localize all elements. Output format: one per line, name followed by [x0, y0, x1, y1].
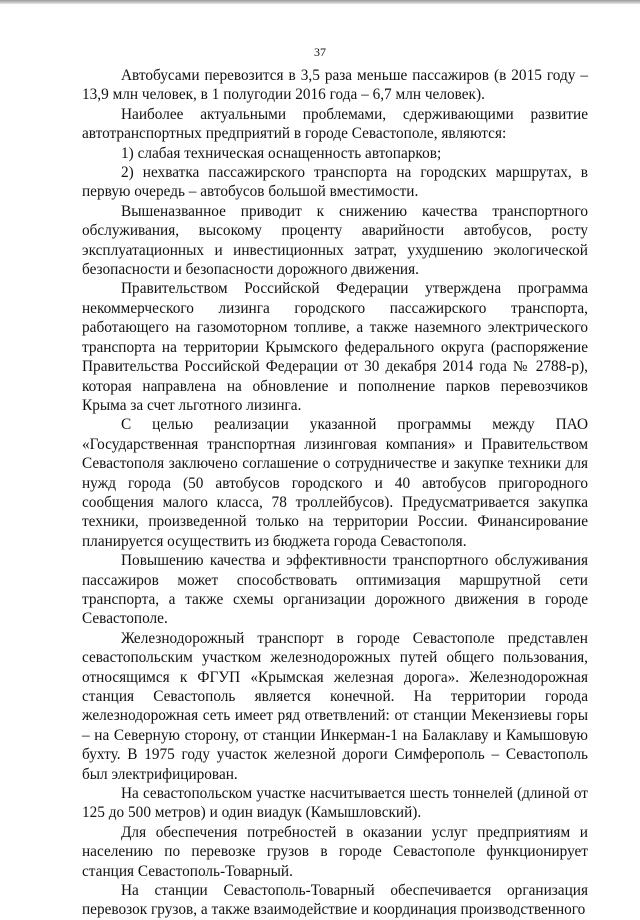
- paragraph-problems-intro: Наиболее актуальными проблемами, сдерживающими развитие автотранспортных предприятий в городе Севастополе, являются:: [82, 105, 588, 143]
- list-item-2: 2) нехватка пассажирского транспорта на городских маршрутах, в первую очередь – автобусов большой вместимости.: [82, 164, 588, 201]
- paragraph-optimization: Повышению качества и эффективности транспортного обслуживания пассажиров может способствовать оптимизация маршрутной сети транспорта, а также схемы организации дорожного движения в городе Севастополе.: [82, 552, 588, 628]
- scan-top-edge: [0, 0, 640, 4]
- paragraph-agreement: С целью реализации указанной программы между ПАО «Государственная транспортная лизинговая компания» и Правительством Севастополя заключено соглашение о сотрудничестве и закупке техники для нужд города (50 автобусов городского и 40 автобусов пригородного сообщения малого класса, 78 троллейбусов). Предусматривается закупка техники, произведенной только на территории России. Финансирование планируется осуществить из бюджета города Севастополя.: [82, 416, 588, 550]
- list-item-1: 1) слабая техническая оснащенность автопарков;: [121, 144, 442, 162]
- paragraph-bus-passengers: Автобусами перевозится в 3,5 раза меньше пассажиров (в 2015 году – 13,9 млн человек, в 1 полугодии 2016 года – 6,7 млн человек).: [82, 67, 588, 104]
- paragraph-railway: Железнодорожный транспорт в городе Севастополе представлен севастопольским участком железнодорожных путей общего пользования, относящимся к ФГУП «Крымская железная дорога». Железнодорожная станция Севастополь является конечной. На территории города железнодорожная сеть имеет ряд ответвлений: от станции Мекензиевы горы – на Северную сторону, от станции Инкерман-1 на Балаклаву и Камышовую бухту. В 1975 году участок железной дороги Симферополь – Севастополь был электрифицирован.: [82, 629, 588, 783]
- paragraph-leasing-program: Правительством Российской Федерации утверждена программа некоммерческого лизинга городского пассажирского транспорта, работающего на газомоторном топливе, а также наземного электрического транспорта на территории Крымского федерального округа (распоряжение Правительства Российской Федерации от 30 декабря 2014 года № 2788-р), которая направлена на обновление и пополнение парков перевозчиков Крыма за счет льготного лизинга.: [82, 280, 588, 414]
- paragraph-freight-operations: На станции Севастополь-Товарный обеспечивается организация перевозок грузов, а также взаимодействие и координация производственного: [82, 882, 588, 919]
- paragraph-freight-station: Для обеспечения потребностей в оказании услуг предприятиям и населению по перевозке грузов в городе Севастополе функционирует станция Севастополь-Товарный.: [82, 823, 588, 880]
- paragraph-tunnels: На севастопольском участке насчитывается шесть тоннелей (длиной от 125 до 500 метров) и один виадук (Камышловский).: [82, 785, 588, 822]
- document-body: [82, 66, 588, 920]
- page-number: 37: [314, 45, 326, 59]
- paragraph-consequences: Вышеназванное приводит к снижению качества транспортного обслуживания, высокому проценту аварийности автобусов, росту эксплуатационных и инвестиционных затрат, ухудшению экологической безопасности и безопасности дорожного движения.: [82, 202, 588, 279]
